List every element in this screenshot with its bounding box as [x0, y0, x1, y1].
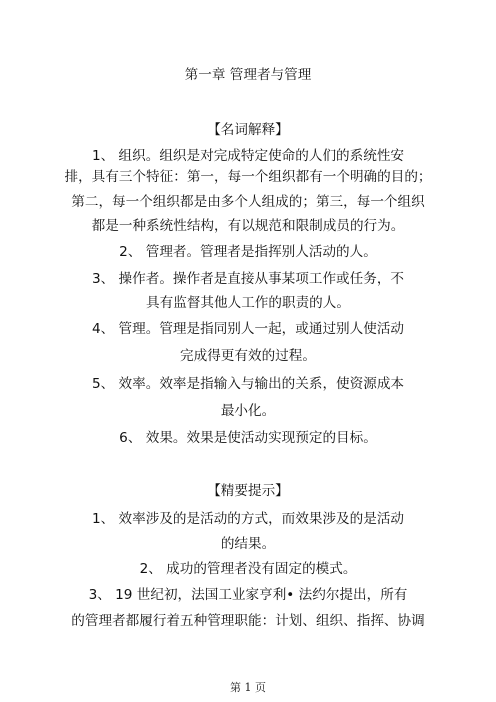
term-3-line-1: 3、 操作者。操作者是直接从事某项工作或任务，不 [91, 271, 405, 287]
term-1-line-2: 排，具有三个特征：第一，每一个组织都有一个明确的目的； [64, 169, 432, 185]
chapter-title: 第一章 管理者与管理 [184, 67, 312, 83]
term-5-line-1: 5、 效率。效率是指输入与输出的关系，使资源成本 [91, 376, 405, 392]
tip-3-line-2: 的管理者都履行着五种管理职能：计划、组织、指挥、协调 [71, 613, 425, 629]
term-2-line-1: 2、 管理者。管理者是指挥别人活动的人。 [119, 244, 377, 260]
term-1-line-1: 1、 组织。组织是对完成特定使命的人们的系统性安 [91, 148, 405, 164]
section-heading-tips: 【精要提示】 [207, 483, 289, 499]
tip-1-line-1: 1、 效率涉及的是活动的方式，而效果涉及的是活动 [91, 511, 405, 527]
term-4-line-2: 完成得更有效的过程。 [180, 348, 316, 364]
tip-2-line-1: 2、 成功的管理者没有固定的模式。 [139, 561, 357, 577]
page-number: 第 1 页 [230, 681, 266, 694]
term-1-line-4: 都是一种系统性结构，有以规范和限制成员的行为。 [91, 218, 405, 234]
term-1-line-3: 第二，每一个组织都是由多个人组成的；第三，每一个组织 [71, 194, 425, 210]
term-4-line-1: 4、 管理。管理是指同别人一起，或通过别人使活动 [91, 321, 405, 337]
term-6-line-1: 6、 效果。效果是使活动实现预定的目标。 [119, 430, 377, 446]
tip-3-line-1: 3、 19 世纪初，法国工业家亨利• 法约尔提出，所有 [88, 587, 408, 603]
section-heading-terms: 【名词解释】 [207, 122, 289, 138]
tip-1-line-2: 的结果。 [220, 536, 276, 552]
term-5-line-2: 最小化。 [220, 403, 276, 419]
term-3-line-2: 具有监督其他人工作的职责的人。 [146, 295, 350, 311]
